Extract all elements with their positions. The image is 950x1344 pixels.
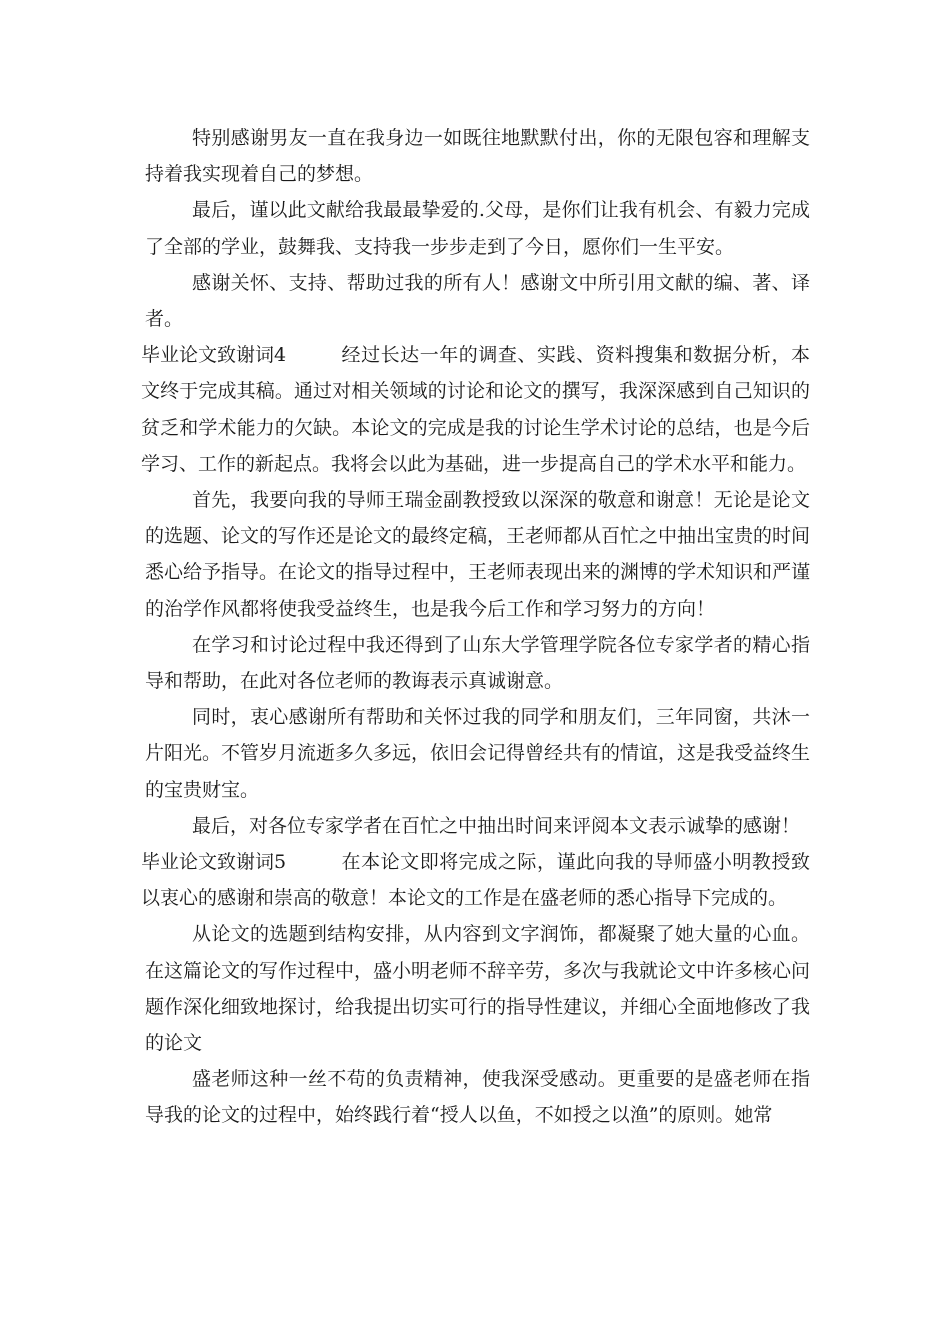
section-heading-5: 毕业论文致谢词5 [141, 851, 287, 874]
paragraph-thanks-classmates: 同时，衷心感谢所有帮助和关怀过我的同学和朋友们，三年同窗，共沐一片阳光。不管岁月流逝多久多远，依旧会记得曾经共有的情谊，这是我受益终生的宝贵财宝。 [145, 706, 811, 801]
section-acknowledgement-5 [141, 844, 810, 916]
paragraph-advisor-sheng-spirit: 盛老师这种一丝不苟的负责精神，使我深受感动。更重要的是盛老师在指导我的论文的过程中，始终践行着“授人以鱼，不如授之以渔”的原则。她常 [145, 1068, 810, 1127]
paragraph-thanks-reviewers: 最后，对各位专家学者在百忙之中抽出时间来评阅本文表示诚挚的感谢！ [192, 814, 801, 837]
paragraph-thanks-advisor-wang: 首先，我要向我的导师王瑞金副教授致以深深的敬意和谢意！无论是论文的选题、论文的写作还是论文的最终定稿，王老师都从百忙之中抽出宝贵的时间悉心给予指导。在论文的指导过程中，王老师表现出来的渊博的学术知识和严谨的治学作风都将使我受益终生，也是我今后工作和学习努力的方向！ [145, 489, 811, 620]
section-heading-4: 毕业论文致谢词4 [141, 344, 287, 367]
paragraph-thanks-parents: 最后，谨以此文献给我最最挚爱的.父母，是你们让我有机会、有毅力完成了全部的学业，鼓舞我、支持我一步步走到了今日，愿你们一生平安。 [145, 199, 810, 258]
paragraph-thanks-experts: 在学习和讨论过程中我还得到了山东大学管理学院各位专家学者的精心指导和帮助，在此对各位老师的教诲表示真诚谢意。 [145, 633, 810, 693]
paragraph-thanks-boyfriend: 特别感谢男友一直在我身边一如既往地默默付出，你的无限包容和理解支持着我实现着自己的梦想。 [145, 127, 810, 186]
section-body-5: 在本论文即将完成之际，谨此向我的导师盛小明教授致以衷心的感谢和崇高的敬意！本论文的工作是在盛老师的悉心指导下完成的。 [141, 851, 810, 910]
section-acknowledgement-4 [141, 337, 810, 482]
paragraph-advisor-sheng-guidance: 从论文的选题到结构安排，从内容到文字润饰，都凝聚了她大量的心血。在这篇论文的写作过程中，盛小明老师不辞辛劳，多次与我就论文中许多核心问题作深化细致地探讨，给我提出切实可行的指导性建议，并细心全面地修改了我的论文 [145, 923, 811, 1055]
paragraph-thanks-all: 感谢关怀、支持、帮助过我的所有人！感谢文中所引用文献的编、著、译者。 [145, 271, 810, 331]
section-body-4: 经过长达一年的调查、实践、资料搜集和数据分析，本文终于完成其稿。通过对相关领域的讨论和论文的撰写，我深深感到自己知识的贫乏和学术能力的欠缺。本论文的完成是我的讨论生学术讨论的总结，也是今后学习、工作的新起点。我将会以此为基础，进一步提高自己的学术水平和能力。 [141, 344, 810, 475]
document-page [141, 120, 811, 1134]
